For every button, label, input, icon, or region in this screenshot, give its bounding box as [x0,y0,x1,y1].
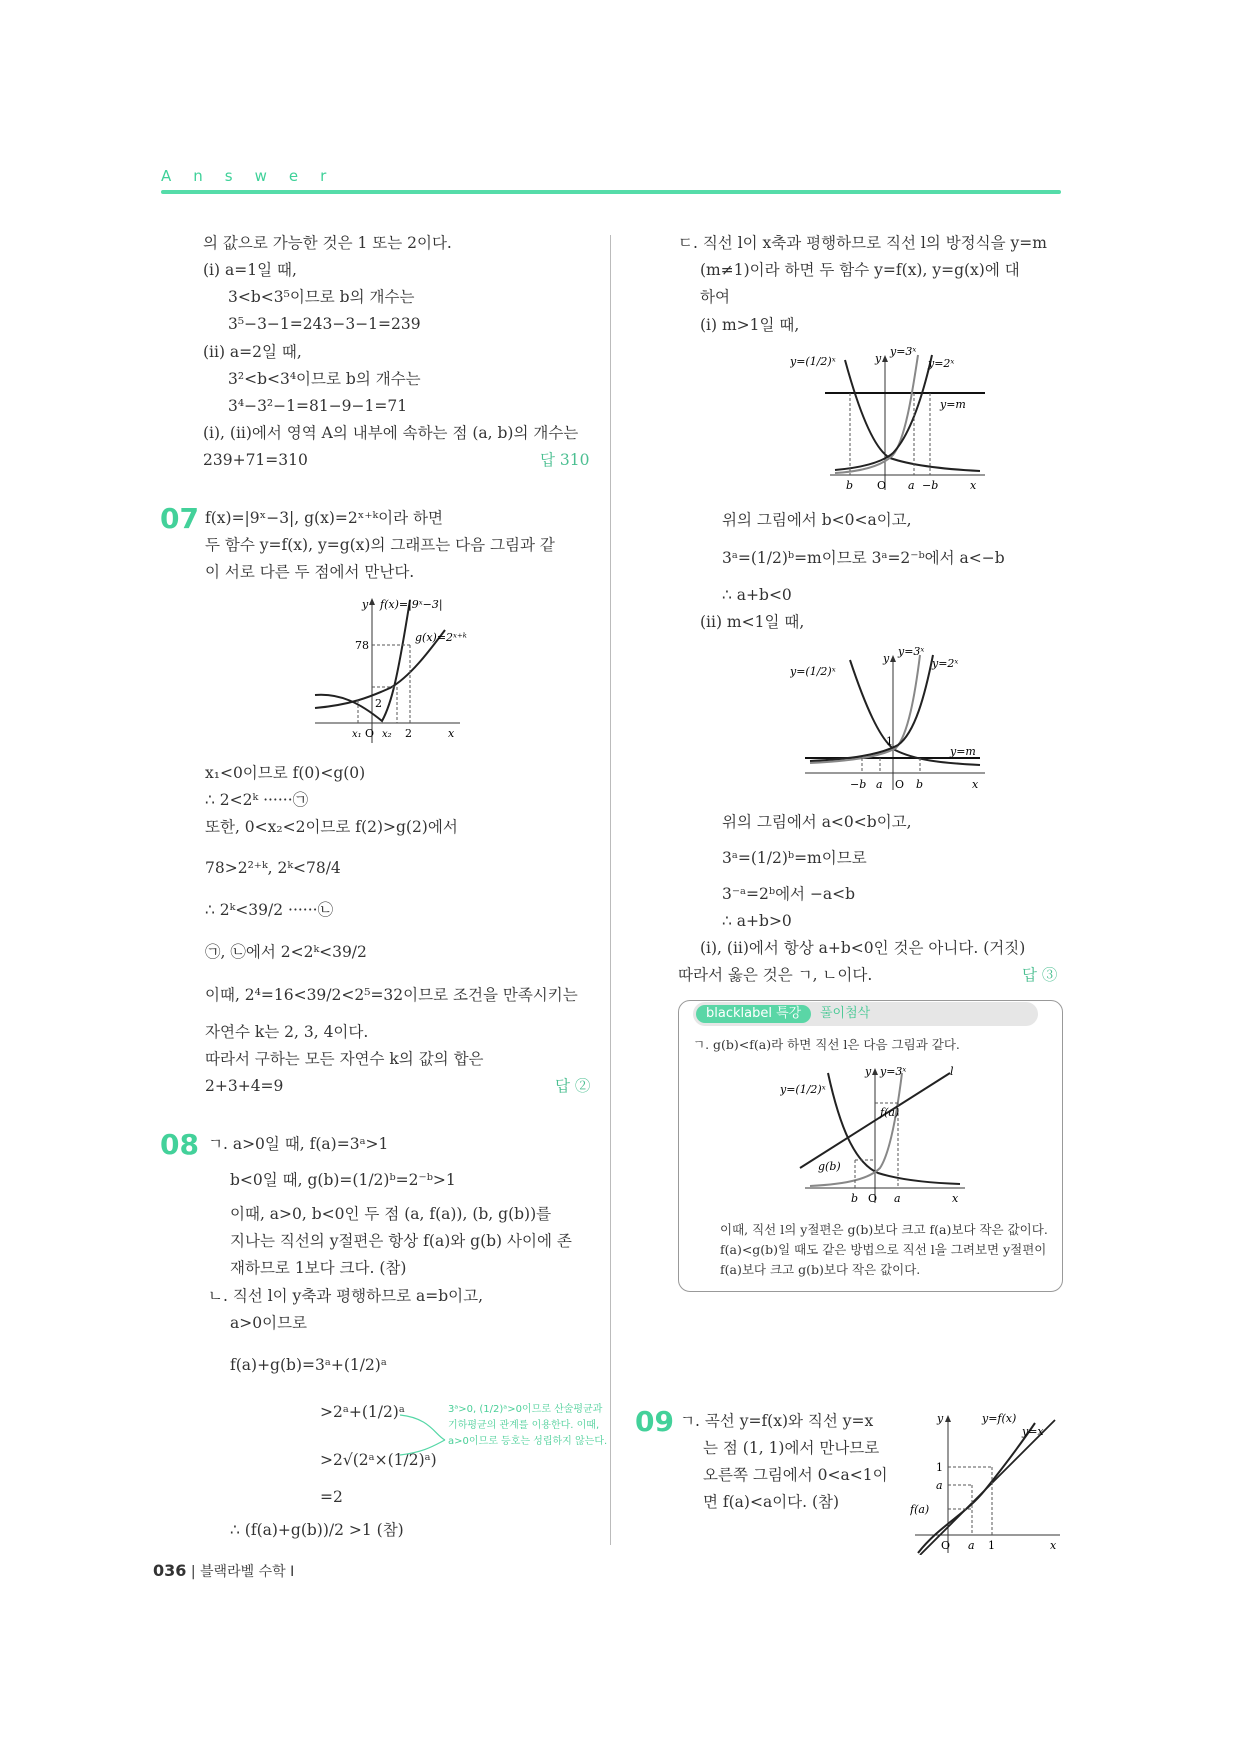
text-line: 는 점 (1, 1)에서 만나므로 [703,1439,880,1457]
note-line: 기하평균의 관계를 이용한다. 이때, [448,1420,600,1431]
problem-number: 08 [160,1128,199,1161]
axis-label: y [362,598,369,611]
page-footer [153,1561,294,1581]
text-line: 위의 그림에서 a<0<b이고, [722,813,912,831]
text-line: 3²<b<3⁴이므로 b의 개수는 [228,370,421,388]
axis-label: y [883,652,890,665]
column-divider [610,235,611,1545]
text-line: 하여 [700,288,730,306]
line-label: y=m [940,398,966,411]
axis-label: x [972,778,979,791]
tick-label: a [876,778,883,791]
text-line: 이때, 직선 l의 y절편은 g(b)보다 크고 f(a)보다 작은 값이다. [720,1222,1048,1237]
tick-label: a [968,1539,975,1552]
text-line: 3<b<3⁵이므로 b의 개수는 [228,288,415,306]
answer-label: 답 ③ [1022,966,1058,984]
tick-label: a [908,479,915,492]
tick-label: −b [922,479,939,492]
tick-label: x₁ [352,729,362,740]
text-line: 239+71=310 [203,451,308,469]
text-line: ∴ a+b<0 [722,586,792,604]
tip-box-subtitle: 풀이첨삭 [820,1006,871,1021]
text-line: ㄴ. 직선 l이 y축과 평행하므로 a=b이고, [208,1287,484,1305]
point-label: g(b) [818,1160,841,1173]
text-line: 의 값으로 가능한 것은 1 또는 2이다. [203,234,452,252]
tick-label: 78 [355,639,369,652]
text-line: 따라서 구하는 모든 자연수 k의 값의 합은 [205,1050,484,1068]
note-line: 3ᵃ>0, (1/2)ᵃ>0이므로 산술평균과 [448,1404,603,1415]
text-line: ∴ (f(a)+g(b))/2 >1 (참) [230,1521,404,1539]
line-label: y=m [950,745,976,758]
curve-label: g(x)=2ˣ⁺ᵏ [415,631,467,644]
note-bracket [395,1400,455,1460]
curve-label: y=(1/2)ˣ [780,1083,826,1096]
axis-label: x [448,727,455,740]
problem-number: 09 [635,1405,674,1438]
text-line: ㄷ. 직선 l이 x축과 평행하므로 직선 l의 방정식을 y=m [678,234,1047,252]
text-line: (i), (ii)에서 항상 a+b<0인 것은 아니다. (거짓) [700,939,1026,957]
tick-label: 1 [936,1461,943,1474]
text-line: (m≠1)이라 하면 두 함수 y=f(x), y=g(x)에 대 [700,261,1020,279]
axis-label: x [970,479,977,492]
tick-label: a [936,1479,943,1492]
origin-label: O [365,727,375,740]
axis-label: x [952,1192,959,1205]
curve-label: y=2ˣ [928,357,955,370]
curve-label: y=2ˣ [932,657,959,670]
text-line: 3ᵃ=(1/2)ᵇ=m이므로 3ᵃ=2⁻ᵇ에서 a<−b [722,549,1005,567]
tick-label: b [851,1192,859,1205]
text-line: f(a)보다 크고 g(b)보다 작은 값이다. [720,1262,921,1277]
graph-q09 [910,1405,1065,1555]
origin-label: O [877,479,887,492]
text-line: 오른쪽 그림에서 0<a<1이 [703,1466,888,1484]
curve-label: y=f(x) [982,1412,1017,1425]
text-line: 3⁴−3²−1=81−9−1=71 [228,397,408,415]
graph-tip [780,1058,970,1208]
text-line: >2ᵃ+(1/2)ᵃ [320,1403,405,1421]
text-line: 위의 그림에서 b<0<a이고, [722,511,912,529]
curve-label: y=3ˣ [880,1065,907,1078]
text-line: 이 서로 다른 두 점에서 만난다. [205,563,415,581]
text-line: 면 f(a)<a이다. (참) [703,1493,840,1511]
tick-label: b [846,479,854,492]
text-line: a>0이므로 [230,1314,308,1332]
text-line: 또한, 0<x₂<2이므로 f(2)>g(2)에서 [205,818,458,836]
graph-m-less-1 [790,645,990,795]
text-line: ㉠, ㉡에서 2<2ᵏ<39/2 [205,943,367,961]
answer-label: 답 ② [555,1077,591,1095]
origin-label: O [895,778,905,791]
text-line: (ii) m<1일 때, [700,613,805,631]
text-line: 3⁵−3−1=243−3−1=239 [228,315,421,333]
text-line: (ii) a=2일 때, [203,343,302,361]
curve-label: f(x)=|9ˣ−3| [380,598,443,611]
footer-separator: | [190,1564,201,1580]
tick-label: a [894,1192,901,1205]
tick-label: 1 [886,735,893,748]
text-line: ∴ 2<2ᵏ ······㉠ [205,791,309,809]
answer-label: 답 310 [540,451,590,469]
tick-label: b [916,778,924,791]
axis-label: x [1050,1539,1057,1552]
tick-label: 2 [405,727,412,740]
text-line: ㄱ. 곡선 y=f(x)와 직선 y=x [680,1412,874,1430]
tick-label: x₂ [382,729,392,740]
curve-label: y=(1/2)ˣ [790,665,836,678]
graph-m-greater-1 [790,345,990,495]
text-line: f(a)+g(b)=3ᵃ+(1/2)ᵃ [230,1356,387,1374]
text-line: 따라서 옳은 것은 ㄱ, ㄴ이다. [678,966,873,984]
axis-label: y [875,352,882,365]
book-title: 블랙라벨 수학 I [200,1564,295,1580]
text-line: b<0일 때, g(b)=(1/2)ᵇ=2⁻ᵇ>1 [230,1171,456,1189]
axis-label: y [937,1412,944,1425]
text-line: 두 함수 y=f(x), y=g(x)의 그래프는 다음 그림과 같 [205,536,555,554]
origin-label: O [868,1192,878,1205]
tick-label: 2 [375,697,382,710]
problem-number: 07 [160,502,199,535]
text-line: f(a)<g(b)일 때도 같은 방법으로 직선 l을 그려보면 y절편이 [720,1242,1047,1257]
axis-label: y [865,1065,872,1078]
tip-box-tag: blacklabel 특강 [696,1005,811,1023]
curve-label: y=(1/2)ˣ [790,355,836,368]
text-line: >2√(2ᵃ×(1/2)ᵃ) [320,1451,437,1469]
section-header: Answer [161,167,349,185]
line-label: y=x [1022,1425,1044,1438]
text-line: 2+3+4=9 [205,1077,284,1095]
text-line: ㄱ. a>0일 때, f(a)=3ᵃ>1 [208,1135,389,1153]
text-line: 3⁻ᵃ=2ᵇ에서 −a<b [722,885,856,903]
tick-label: f(a) [910,1503,930,1516]
tick-label: 1 [988,1539,995,1552]
text-line: 자연수 k는 2, 3, 4이다. [205,1023,369,1041]
text-line: (i), (ii)에서 영역 A의 내부에 속하는 점 (a, b)의 개수는 [203,424,579,442]
text-line: (i) m>1일 때, [700,316,800,334]
text-line: 이때, 2⁴=16<39/2<2⁵=32이므로 조건을 만족시키는 [205,986,578,1004]
text-line: 재하므로 1보다 크다. (참) [230,1259,407,1277]
graph-q07 [310,595,470,745]
origin-label: O [941,1539,951,1552]
text-line: x₁<0이므로 f(0)<g(0) [205,764,366,782]
text-line: 3ᵃ=(1/2)ᵇ=m이므로 [722,849,867,867]
text-line: ㄱ. g(b)<f(a)라 하면 직선 l은 다음 그림과 같다. [693,1037,960,1052]
point-label: f(a) [880,1106,900,1119]
page-number: 036 [153,1561,187,1580]
text-line: 지나는 직선의 y절편은 항상 f(a)와 g(b) 사이에 존 [230,1232,572,1250]
text-line: =2 [320,1488,343,1506]
text-line: 78>2²⁺ᵏ, 2ᵏ<78/4 [205,859,341,877]
curve-label: y=3ˣ [890,345,917,358]
header-rule [161,190,1061,194]
text-line: (i) a=1일 때, [203,261,297,279]
text-line: ∴ 2ᵏ<39/2 ······㉡ [205,901,334,919]
curve-label: y=3ˣ [898,645,925,658]
text-line: ∴ a+b>0 [722,912,792,930]
tick-label: −b [850,778,867,791]
note-line: a>0이므로 등호는 성립하지 않는다. [448,1436,608,1447]
line-label: l [950,1065,954,1078]
text-line: f(x)=|9ˣ−3|, g(x)=2ˣ⁺ᵏ이라 하면 [205,509,443,527]
text-line: 이때, a>0, b<0인 두 점 (a, f(a)), (b, g(b))를 [230,1205,552,1223]
